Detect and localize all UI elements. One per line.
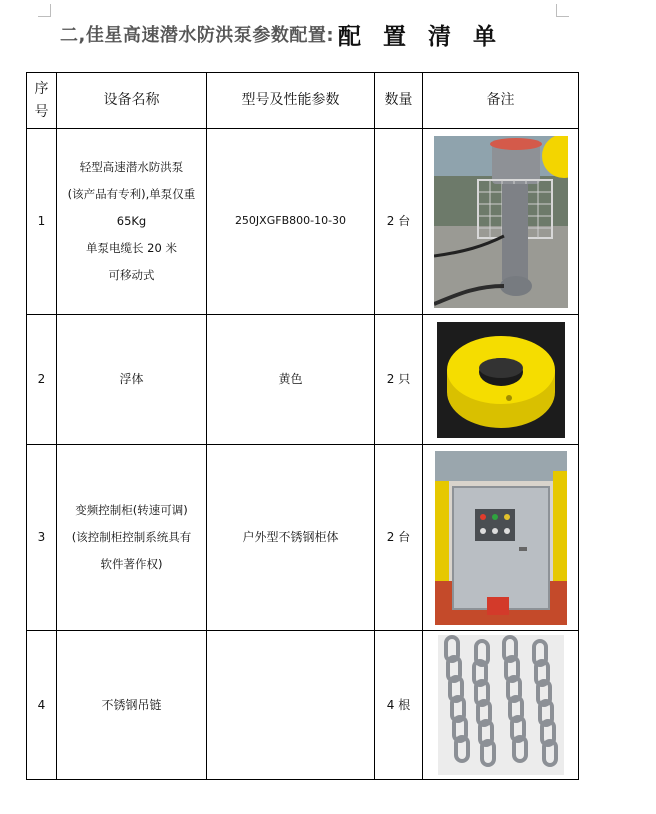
row-model: 250JXGFB800-10-30 bbox=[207, 129, 375, 315]
row-note-photo bbox=[423, 315, 579, 445]
row-model bbox=[207, 631, 375, 780]
header-row bbox=[27, 73, 579, 129]
table-row bbox=[27, 129, 579, 315]
row-note-photo bbox=[423, 631, 579, 780]
row-index: 1 bbox=[27, 129, 57, 315]
row-note-photo bbox=[423, 445, 579, 631]
table-row bbox=[27, 315, 579, 445]
header-note: 备注 bbox=[423, 73, 579, 129]
row-quantity: 4 根 bbox=[375, 631, 423, 780]
row-model: 户外型不锈钢柜体 bbox=[207, 445, 375, 631]
row-quantity: 2 台 bbox=[375, 129, 423, 315]
row-index: 3 bbox=[27, 445, 57, 631]
row-model: 黄色 bbox=[207, 315, 375, 445]
header-qty: 数量 bbox=[375, 73, 423, 129]
header-model: 型号及性能参数 bbox=[207, 73, 375, 129]
row-equipment-name: 不锈钢吊链 bbox=[57, 631, 207, 780]
table-row bbox=[27, 631, 579, 780]
header-name: 设备名称 bbox=[57, 73, 207, 129]
float-photo-icon bbox=[437, 322, 565, 438]
title-sub-text: 配置清单 bbox=[338, 22, 519, 50]
control-cabinet-photo-icon bbox=[435, 451, 567, 625]
config-list-table bbox=[26, 72, 579, 780]
header-index: 序 号 bbox=[27, 73, 57, 129]
row-note-photo bbox=[423, 129, 579, 315]
pump-photo-icon bbox=[434, 136, 568, 308]
table-row bbox=[27, 445, 579, 631]
document-title bbox=[60, 14, 518, 54]
row-equipment-name: 轻型高速潜水防洪泵 (该产品有专利),单泵仅重 65Kg 单泵电缆长 20 米 可移动式 bbox=[57, 129, 207, 315]
page-corner-mark-right bbox=[556, 4, 569, 17]
chain-photo-icon bbox=[438, 635, 564, 775]
row-index: 4 bbox=[27, 631, 57, 780]
row-quantity: 2 台 bbox=[375, 445, 423, 631]
row-equipment-name: 变频控制柜(转速可调) (该控制柜控制系统具有 软件著作权) bbox=[57, 445, 207, 631]
row-index: 2 bbox=[27, 315, 57, 445]
page-corner-mark-left bbox=[38, 4, 51, 17]
row-quantity: 2 只 bbox=[375, 315, 423, 445]
title-main-text: 二,佳星高速潜水防洪泵参数配置: bbox=[60, 25, 335, 46]
row-equipment-name: 浮体 bbox=[57, 315, 207, 445]
